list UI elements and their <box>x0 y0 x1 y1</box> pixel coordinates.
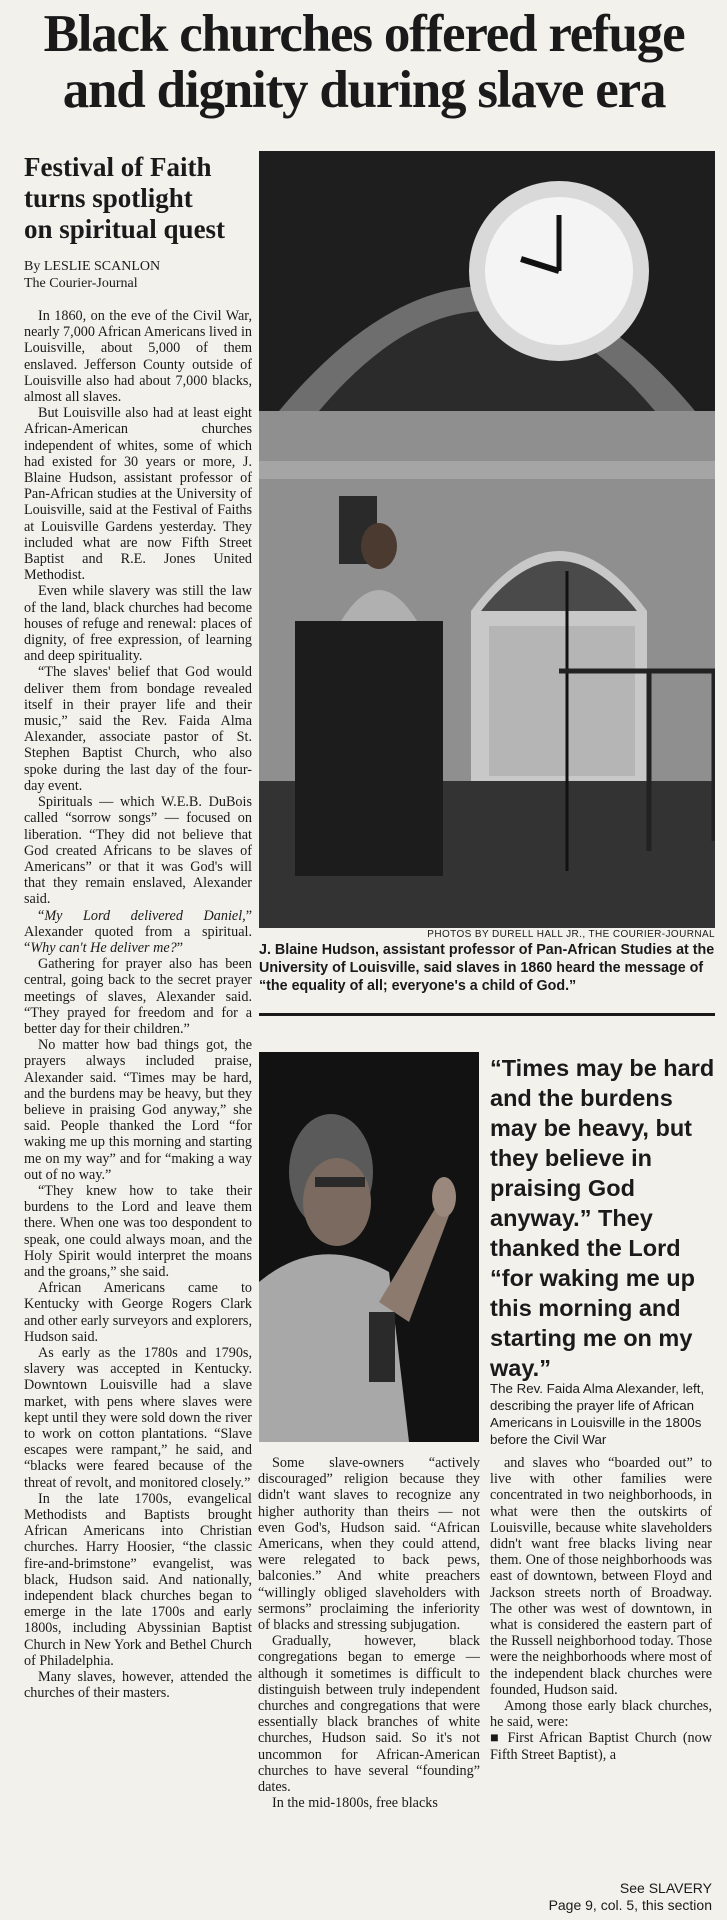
paragraph: But Louisville also had at least eight African-American churches independent of whites, some of which had existed for 30 years or more, J. Blaine Hudson, assistant professor of Pan-African studies at the University of Louisville, said at the Festival of Faiths at Louisville Gardens yesterday. They included what are now Fifth Street Baptist and R.E. Jones United Methodist. <box>24 405 252 584</box>
subhead: Festival of Faith turns spotlight on spiritual quest <box>24 152 226 244</box>
paragraph: “The slaves' belief that God would deliver them from bondage revealed itself in their prayer life and their music,” said the Rev. Faida Alma Alexander, associate pastor of St. Stephen Baptist Church, who also spoke during the last day of the four-day event. <box>24 664 252 794</box>
paragraph: Spirituals — which W.E.B. DuBois called “sorrow songs” — focused on liberation. “They did not believe that God created Africans to be slaves of Americans” or that it was God's will that they remain enslaved, Alexander said. <box>24 794 252 908</box>
photo-credit: PHOTOS BY DURELL HALL JR., THE COURIER-JOURNAL <box>427 929 715 940</box>
paragraph: In the late 1700s, evangelical Methodists and Baptists brought African Americans into Christian churches. Harry Hoosier, “the classic fire-and-brimstone” evangelist, was black, Hudson said. And nationally, independent black churches began to emerge in the late 1700s and early 1800s, including Abyssinian Baptist Church in New York and Bethel Church of Philadelphia. <box>24 1490 252 1669</box>
headline: Black churches offered refuge and dignity during slave era <box>43 5 685 119</box>
jump-see: See SLAVERY <box>619 1880 712 1896</box>
quote-mark: “ <box>38 907 45 924</box>
byline-block <box>24 258 254 292</box>
quote-mark: ” <box>176 939 184 956</box>
paragraph: “They knew how to take their burdens to the Lord and leave them there. When one was too despondent to speak, one could always moan, and the Holy Spirit would interpret the moans and the groans,” she said. <box>24 1182 252 1280</box>
photo-caption-hudson: J. Blaine Hudson, assistant professor of Pan-African Studies at the University of Louisville, said slaves in 1860 heard the message of “the equality of all; everyone's a child of God.” <box>259 942 715 994</box>
byline: By LESLIE SCANLON <box>24 259 161 274</box>
photo-hudson-image <box>259 151 715 928</box>
paragraph: As early as the 1780s and 1790s, slavery was accepted in Kentucky. Downtown Louisville had a slave market, with pens where slaves were kept until they were sold down the river to work on cotton plantations. “Slave escapes were rampant,” he said, and “blacks were feared because of the threat of revolt, and monitored closely.” <box>24 1345 252 1491</box>
quote-italic: Why can't He deliver me? <box>30 939 177 956</box>
paragraph: Gradually, however, black congregations began to emerge — although it sometimes is difficult to distinguish between truly independent churches and congregations that were essentially black branches of white churches, Hudson said. So it's not uncommon for African-American churches to have several “founding” dates. <box>258 1633 480 1796</box>
divider <box>259 1013 715 1016</box>
paragraph: Even while slavery was still the law of the land, black churches had become houses of refuge and renewal: places of dignity, of free expression, of learning and deep spirituality. <box>24 583 252 665</box>
photo-hudson-speaking <box>259 151 715 928</box>
paragraph: Many slaves, however, attended the churches of their masters. <box>24 1669 252 1702</box>
paragraph-quote <box>24 908 252 957</box>
article-column-1 <box>24 308 252 1701</box>
paragraph: Some slave-owners “actively discouraged” religion because they didn't want slaves to recognize any higher authority than theirs — not even God's, Hudson said. “African Americans, when they could attend, were relegated to back pews, balconies.” And white preachers “willingly obliged slaveholders with sermons” proclaiming the inferiority of blacks and stressing subjugation. <box>258 1455 480 1634</box>
quote-text: ” Alexander quoted from a spiritual. “ <box>24 907 252 956</box>
quote-italic: My Lord delivered Daniel, <box>44 907 246 924</box>
paragraph: In 1860, on the eve of the Civil War, nearly 7,000 African Americans lived in Louisville, about 5,000 of them enslaved. Jefferson County outside of Louisville also had about 7,000 blacks, almost all slaves. <box>24 308 252 406</box>
paragraph: Among those early black churches, he said, were: <box>490 1698 712 1731</box>
photo-alexander-image <box>259 1052 479 1442</box>
article-column-3 <box>490 1455 712 1763</box>
paragraph: African Americans came to Kentucky with George Rogers Clark and other early surveyors and explorers, Hudson said. <box>24 1280 252 1345</box>
paragraph: No matter how bad things got, the prayers always included praise, Alexander said. “Times may be hard, and the burdens may be heavy, but they believe in praising God anyway,” she said. People thanked the Lord “for waking me up this morning and starting me on my way” and for “making a way out of no way.” <box>24 1037 252 1183</box>
article-column-2 <box>258 1455 480 1811</box>
paragraph: and slaves who “boarded out” to live with other families were concentrated in two neighborhoods, in what were then the outskirts of Louisville, because white slaveholders didn't want free blacks living near them. One of those neighborhoods was east of downtown, between Floyd and Jackson streets north of Broadway. The other was west of downtown, in what is considered the eastern part of the Russell neighborhood today. Those were the neighborhoods where most of the independent black churches were founded, Hudson said. <box>490 1455 712 1698</box>
photo-alexander <box>259 1052 479 1442</box>
byline-affiliation: The Courier-Journal <box>24 276 138 291</box>
jump-line <box>490 1880 712 1914</box>
photo-caption-alexander: The Rev. Faida Alma Alexander, left, describing the prayer life of African Americans in Louisville in the 1800s before the Civil War <box>490 1381 705 1447</box>
bullet-item: ■ First African Baptist Church (now Fifth Street Baptist), a <box>490 1730 712 1763</box>
paragraph: In the mid-1800s, free blacks <box>272 1795 438 1812</box>
jump-page: Page 9, col. 5, this section <box>548 1897 712 1913</box>
pull-quote: “Times may be hard and the burdens may be heavy, but they believe in praising God anyway.” They thanked the Lord “for waking me up this morning and starting me on my way.” <box>490 1055 715 1381</box>
paragraph: Gathering for prayer also has been central, going back to the secret prayer meetings of slaves, Alexander said. “They prayed for freedom and for a better day for their children.” <box>24 956 252 1037</box>
